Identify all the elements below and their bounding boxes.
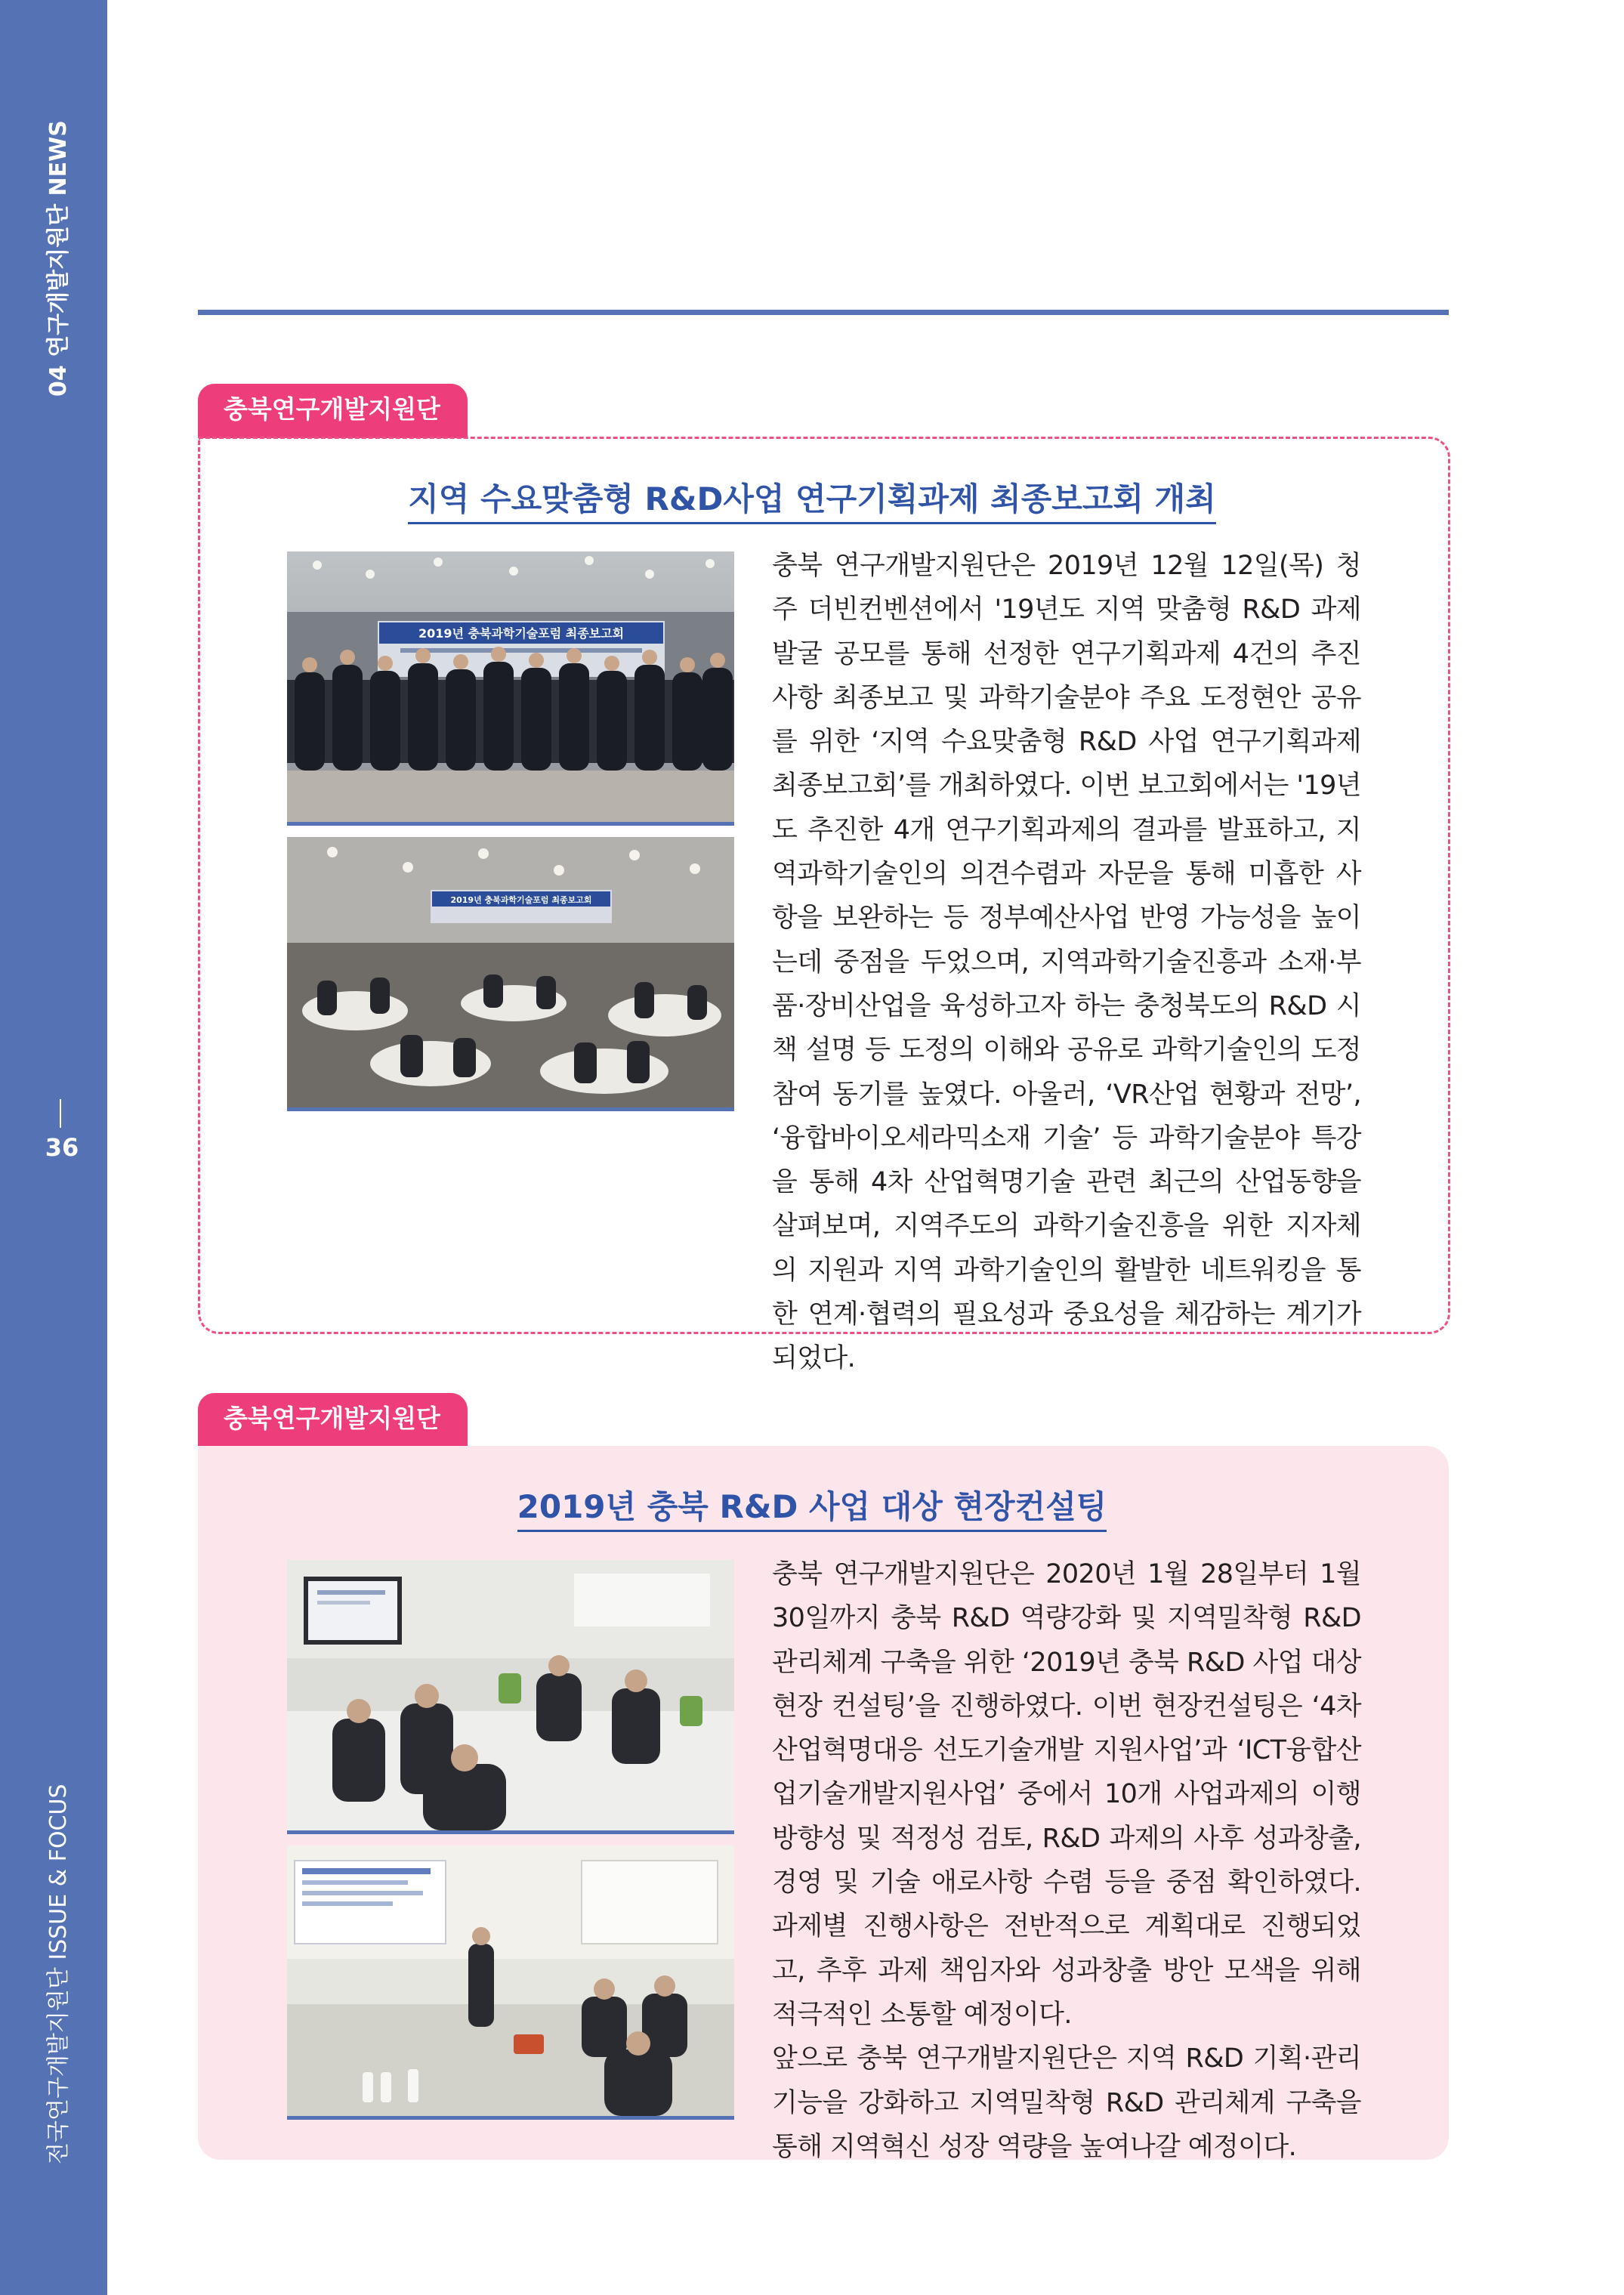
article2-title-text: 2019년 충북 R&D 사업 대상 현장컨설팅 [517,1488,1107,1532]
article2-body [772,1552,1361,2169]
consulting-presentation-image [287,1846,734,2116]
article1-photo-group [287,551,734,826]
article2-title [0,1482,1624,1527]
publication-label [39,1784,73,2164]
article1-title-text: 지역 수요맞춤형 R&D사업 연구기획과제 최종보고회 개최 [408,480,1216,524]
header-rule [198,310,1449,315]
article1-tag: 충북연구개발지원단 [198,384,468,438]
article1-title [0,474,1624,520]
photo1-banner-text: 2019년 충북과학기술포럼 최종보고회 [418,626,625,641]
photo2-banner-text: 2019년 충북과학기술포럼 최종보고회 [450,895,592,905]
article2-tag: 충북연구개발지원단 [198,1393,468,1447]
article1-photo-hall [287,837,734,1111]
article2-paragraph-2: 앞으로 충북 연구개발지원단은 지역 R&D 기획·관리기능을 강화하고 지역밀착형 R&D 관리체계 구축을 통해 지역혁신 성장 역량을 높여나갈 예정이다. [772,2043,1361,2162]
article2-photo-meeting [287,1560,734,1834]
consulting-meeting-image [287,1560,734,1830]
sidebar [0,0,107,2295]
article1-body [772,544,1361,1381]
section-label: 04 연구개발지원단 NEWS [45,120,72,397]
publication-section: ISSUE & FOCUS [45,1784,72,1960]
page-number: 36 [45,1133,79,1162]
conference-hall-image [287,837,734,1107]
article2-paragraph-1: 충북 연구개발지원단은 2020년 1월 28일부터 1월 30일까지 충북 R&D 역량강화 및 지역밀착형 R&D 관리체계 구축을 위한 ‘2019년 충북 R&D 사업 대상 현장 컨설팅’을 진행하였다. 이번 현장컨설팅은 ‘4차 산업혁명대응 선도기술개발 지원사업’과 ‘ICT융합산업기술개발지원사업’ 중에서 10개 사업과제의 이행 방향성 및 적정성 검토, R&D 과제의 사후 성과창출, 경영 및 기술 애로사항 수렴 등을 중점 확인하였다. 과제별 진행사항은 전반적으로 계획대로 진행되었고, 추후 과제 책임자와 성과창출 방안 모색을 위해 적극적인 소통할 예정이다. [772,1559,1361,2030]
article2-photo-presentation [287,1846,734,2120]
group-photo-image [287,551,734,822]
page-number-tick [60,1099,61,1128]
article1-paragraph: 충북 연구개발지원단은 2019년 12월 12일(목) 청주 더빈컨벤션에서 '19년도 지역 맞춤형 R&D 과제 발굴 공모를 통해 선정한 연구기획과제 4건의 추진사항 최종보고 및 과학기술분야 주요 도정현안 공유를 위한 ‘지역 수요맞춤형 R&D 사업 연구기획과제 최종보고회’를 개최하였다. 이번 보고회에서는 '19년도 추진한 4개 연구기획과제의 결과를 발표하고, 지역과학기술인의 의견수렴과 자문을 통해 미흡한 사항을 보완하는 등 정부예산사업 반영 가능성을 높이는데 중점을 두었으며, 지역과학기술진흥과 소재·부품·장비산업을 육성하고자 하는 충청북도의 R&D 시책 설명 등 도정의 이해와 공유로 과학기술인의 도정참여 동기를 높였다. 아울러, ‘VR산업 현황과 전망’, ‘융합바이오세라믹소재 기술’ 등 과학기술분야 특강을 통해 4차 산업혁명기술 관련 최근의 산업동향을 살펴보며, 지역주도의 과학기술진흥을 위한 지자체의 지원과 지역 과학기술인의 활발한 네트워킹을 통한 연계·협력의 필요성과 중요성을 체감하는 계기가 되었다. [772,551,1361,1374]
publication-org: 전국연구개발지원단 [45,1967,72,2164]
